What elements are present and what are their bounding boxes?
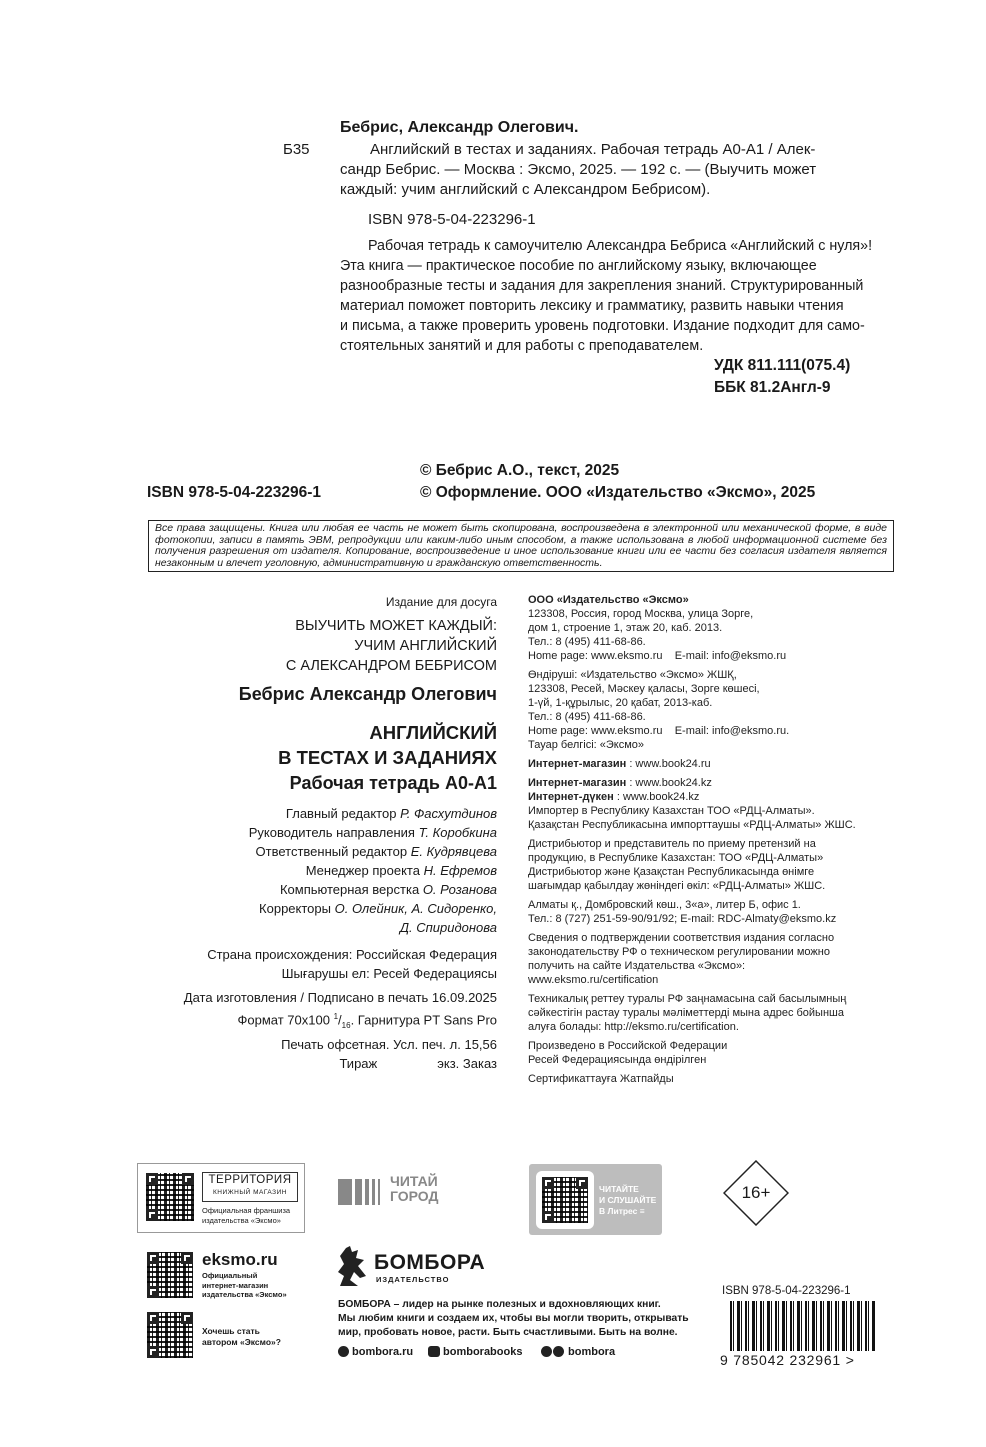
bombora-name: БОМБОРА	[374, 1251, 486, 1274]
copyright-isbn: ISBN 978-5-04-223296-1	[147, 484, 322, 501]
pub-line: законодательству РФ о техническом регулировании можно	[528, 946, 830, 958]
staff-line: Менеджер проекта Н. Ефремов	[305, 863, 497, 878]
library-code: Б35	[283, 141, 310, 158]
pub-line: Тел.: 8 (495) 411-68-86.	[528, 636, 646, 648]
social-vk: bomborabooks	[443, 1346, 523, 1358]
territory-sub: КНИЖНЫЙ МАГАЗИН	[213, 1189, 287, 1196]
bombora-figure-icon	[336, 1246, 370, 1288]
qr-code-icon	[147, 1252, 193, 1298]
ok-icon	[553, 1346, 564, 1357]
pub-line: 1-үй, 1-құрылыс, 20 қабат, 2013-каб.	[528, 697, 713, 709]
pub-line: Тауар белгісі: «Эксмо»	[528, 739, 645, 751]
pub-line: 123308, Ресей, Мәскеу қаласы, Зорге көшесі,	[528, 683, 760, 695]
telegram-icon	[541, 1346, 552, 1357]
chitai-gorod-text: ЧИТАЙ ГОРОД	[390, 1173, 439, 1204]
rights-notice: Все права защищены. Книга или любая ее часть не может быть скопирована, воспроизведена в электронной или механической форме, в виде фотокопии, записи в память ЭВМ, репродукции или каким-либо иным способом, а также использована в любой информационной системе без получения разрешения от издателя. Копирование, воспроизведение и иное использование книги или ее части без согласия издателя является незаконным и влечет уголовную, административную и гражданскую ответственность.	[148, 520, 894, 572]
annotation-line: разнообразные тесты и задания для закрепления знаний. Структурированный	[340, 278, 864, 294]
pub-line: Алматы қ., Домбровский көш., 3«а», литер Б, офис 1.	[528, 899, 801, 911]
barcode-isbn: ISBN 978-5-04-223296-1	[722, 1285, 851, 1297]
pub-line: сәйкестігін растау туралы мәліметтерді мына адрес бойынша	[528, 1007, 844, 1019]
series-name	[140, 616, 497, 676]
print-info	[130, 988, 497, 1073]
barcode-digits: 9 785042 232961 >	[720, 1352, 855, 1368]
social-site: bombora.ru	[352, 1346, 414, 1358]
copyright-text: © Бебрис А.О., текст, 2025	[420, 462, 620, 479]
litres-text: ЧИТАЙТЕ И СЛУШАЙТЕ В Литрес ≡	[599, 1184, 657, 1216]
format-line: Формат 70х100 $^1/_{16}$. Гарнитура PT Sans Pro	[237, 1012, 497, 1030]
pub-line: Home page: www.eksmo.ru E-mail: info@eksmo.ru	[528, 650, 787, 662]
book-subtitle: Рабочая тетрадь А0-А1	[289, 773, 497, 793]
pub-line: 123308, Россия, город Москва, улица Зорге,	[528, 608, 754, 620]
imprint-author: Бебрис Александр Олегович	[238, 684, 497, 704]
pub-line: Өндіруші: «Издательство «Эксмо» ЖШҚ,	[528, 669, 737, 681]
desc-line: сандр Бебрис. — Москва : Эксмо, 2025. — 192 с. — (Выучить может	[340, 161, 817, 178]
annotation-line: стоятельных занятий и для работы с преподавателем.	[340, 338, 704, 354]
country-kz: Шығарушы ел: Ресей Федерациясы	[281, 966, 497, 981]
qr-code-icon	[146, 1173, 194, 1221]
bbk-code: ББК 81.2Англ-9	[714, 379, 831, 396]
title-line: АНГЛИЙСКИЙ	[369, 722, 497, 743]
pub-line: Сведения о подтверждении соответствия издания согласно	[528, 932, 835, 944]
shop-line: Интернет-магазин : www.book24.kz	[528, 777, 712, 789]
litres-logo	[529, 1164, 662, 1235]
bombora-text: БОМБОРА – лидер на рынке полезных и вдохновляющих книг. Мы любим книги и создаем их, чтобы вы могли творить, открывать мир, пробовать новое, расти. Быть счастливыми. Быть на волне.	[338, 1299, 689, 1338]
isbn-barcode	[720, 1285, 882, 1373]
eksmo-site: eksmo.ru	[202, 1250, 278, 1269]
territory-title: ТЕРРИТОРИЯ	[208, 1174, 292, 1186]
territory-logo	[137, 1163, 305, 1233]
author-heading: Бебрис, Александр Олегович.	[340, 119, 579, 136]
staff-line: Главный редактор Р. Фасхутдинов	[285, 806, 497, 821]
desc-line: каждый: учим английский с Александром Бебрисом).	[340, 181, 711, 198]
social-ok: bombora	[568, 1346, 616, 1358]
barcode-icon	[730, 1301, 875, 1351]
annotation-line: материал поможет повторить лексику и грамматику, развить навыки чтения	[340, 298, 844, 314]
edition-type: Издание для досуга	[385, 595, 497, 609]
pub-line: Тел.: 8 (727) 251-59-90/91/92; E-mail: RDC-Almaty@eksmo.kz	[528, 913, 837, 925]
pub-line: Произведено в Российской Федерации	[528, 1040, 728, 1052]
territory-badge	[202, 1172, 298, 1202]
bib-annotation	[340, 236, 880, 356]
litres-qr-frame	[536, 1171, 594, 1229]
pub-line: Home page: www.eksmo.ru E-mail: info@eksmo.ru.	[528, 725, 790, 737]
staff-line: Ответственный редактор Е. Кудрявцева	[255, 844, 497, 859]
staff-list	[140, 804, 497, 937]
pub-line: Дистрибьютор және Қазақстан Республикасында өнімге	[528, 866, 815, 878]
pub-line: Техникалық реттеу туралы РФ заңнамасына сай басылымның	[528, 993, 847, 1005]
publisher-name: ООО «Издательство «Эксмо»	[528, 594, 689, 606]
territory-caption: Официальная франшиза издательства «Эксмо»	[202, 1206, 291, 1225]
pub-line: Импортер в Республику Казахстан ТОО «РДЦ-Алматы».	[528, 805, 815, 817]
series-line: УЧИМ АНГЛИЙСКИЙ	[354, 638, 497, 654]
title-line: В ТЕСТАХ И ЗАДАНИЯХ	[278, 747, 497, 768]
eksmo-caption: Официальный интернет-магазин издательства «Эксмо»	[202, 1271, 287, 1299]
copyright-design: © Оформление. ООО «Издательство «Эксмо», 2025	[420, 484, 816, 501]
pub-line: Қазақстан Республикасына импорттаушы «РДЦ-Алматы» ЖШС.	[528, 819, 856, 831]
pub-line: www.eksmo.ru/certification	[528, 974, 659, 986]
pub-line: получить на сайте Издательства «Эксмо»:	[528, 960, 746, 972]
qr-code-icon	[542, 1177, 588, 1223]
staff-line: Компьютерная верстка О. Розанова	[279, 882, 497, 897]
pub-line: Сертификаттауға Жатпайды	[528, 1073, 674, 1085]
staff-line: Руководитель направления Т. Коробкина	[248, 825, 497, 840]
pub-line: Ресей Федерациясында өндірілген	[528, 1054, 707, 1066]
bib-isbn: ISBN 978-5-04-223296-1	[368, 211, 536, 228]
vk-icon	[428, 1346, 440, 1357]
pub-line: дом 1, строение 1, этаж 20, каб. 2013.	[528, 622, 723, 634]
bib-description	[340, 140, 880, 200]
staff-line: Д. Спиридонова	[399, 920, 497, 935]
age-label: 16+	[741, 1183, 771, 1202]
pub-line: продукцию, в Республике Казахстан: ТОО «РДЦ-Алматы»	[528, 852, 824, 864]
annotation-line: и письма, а также проверить уровень подготовки. Издание подходит для само-	[340, 318, 865, 334]
desc-line: Английский в тестах и заданиях. Рабочая тетрадь А0-А1 / Алек-	[370, 141, 816, 158]
run-line: Тираж экз. Заказ	[339, 1055, 497, 1071]
series-line: С АЛЕКСАНДРОМ БЕБРИСОМ	[285, 658, 497, 674]
print-line: Печать офсетная. Усл. печ. л. 15,56	[281, 1036, 497, 1052]
pub-line: Тел.: 8 (495) 411-68-86.	[528, 711, 646, 723]
staff-line: Корректоры О. Олейник, А. Сидоренко,	[259, 901, 497, 916]
author-caption: Хочешь стать автором «Эксмо»?	[202, 1326, 281, 1347]
shop-line: Интернет-магазин : www.book24.ru	[528, 758, 711, 770]
production-date: Дата изготовления / Подписано в печать 16.09.2025	[183, 990, 497, 1005]
shop-line: Интернет-дүкен : www.book24.kz	[528, 791, 700, 803]
country-ru: Страна происхождения: Российская Федерация	[207, 947, 497, 962]
qr-code-icon	[147, 1312, 193, 1358]
pub-line: Дистрибьютор и представитель по приему претензий на	[528, 838, 816, 850]
annotation-line: Эта книга — практическое пособие по английскому языку, включающее	[340, 258, 817, 274]
origin-info	[140, 945, 497, 983]
pub-line: алуға болады: http://eksmo.ru/certification.	[528, 1021, 739, 1033]
publisher-info	[528, 593, 888, 1086]
udk-code: УДК 811.111(075.4)	[714, 357, 851, 374]
globe-icon	[338, 1346, 349, 1357]
book-title	[140, 720, 497, 770]
bombora-sub: ИЗДАТЕЛЬСТВО	[376, 1275, 450, 1284]
series-line: ВЫУЧИТЬ МОЖЕТ КАЖДЫЙ:	[295, 618, 497, 634]
age-rating	[723, 1160, 789, 1226]
annotation-line: Рабочая тетрадь к самоучителю Александра Бебриса «Английский с нуля»!	[368, 238, 873, 254]
chitai-gorod-icon	[338, 1177, 386, 1205]
pub-line: шағымдар қабылдау жөніндегі өкіл: «РДЦ-Алматы» ЖШС.	[528, 880, 826, 892]
